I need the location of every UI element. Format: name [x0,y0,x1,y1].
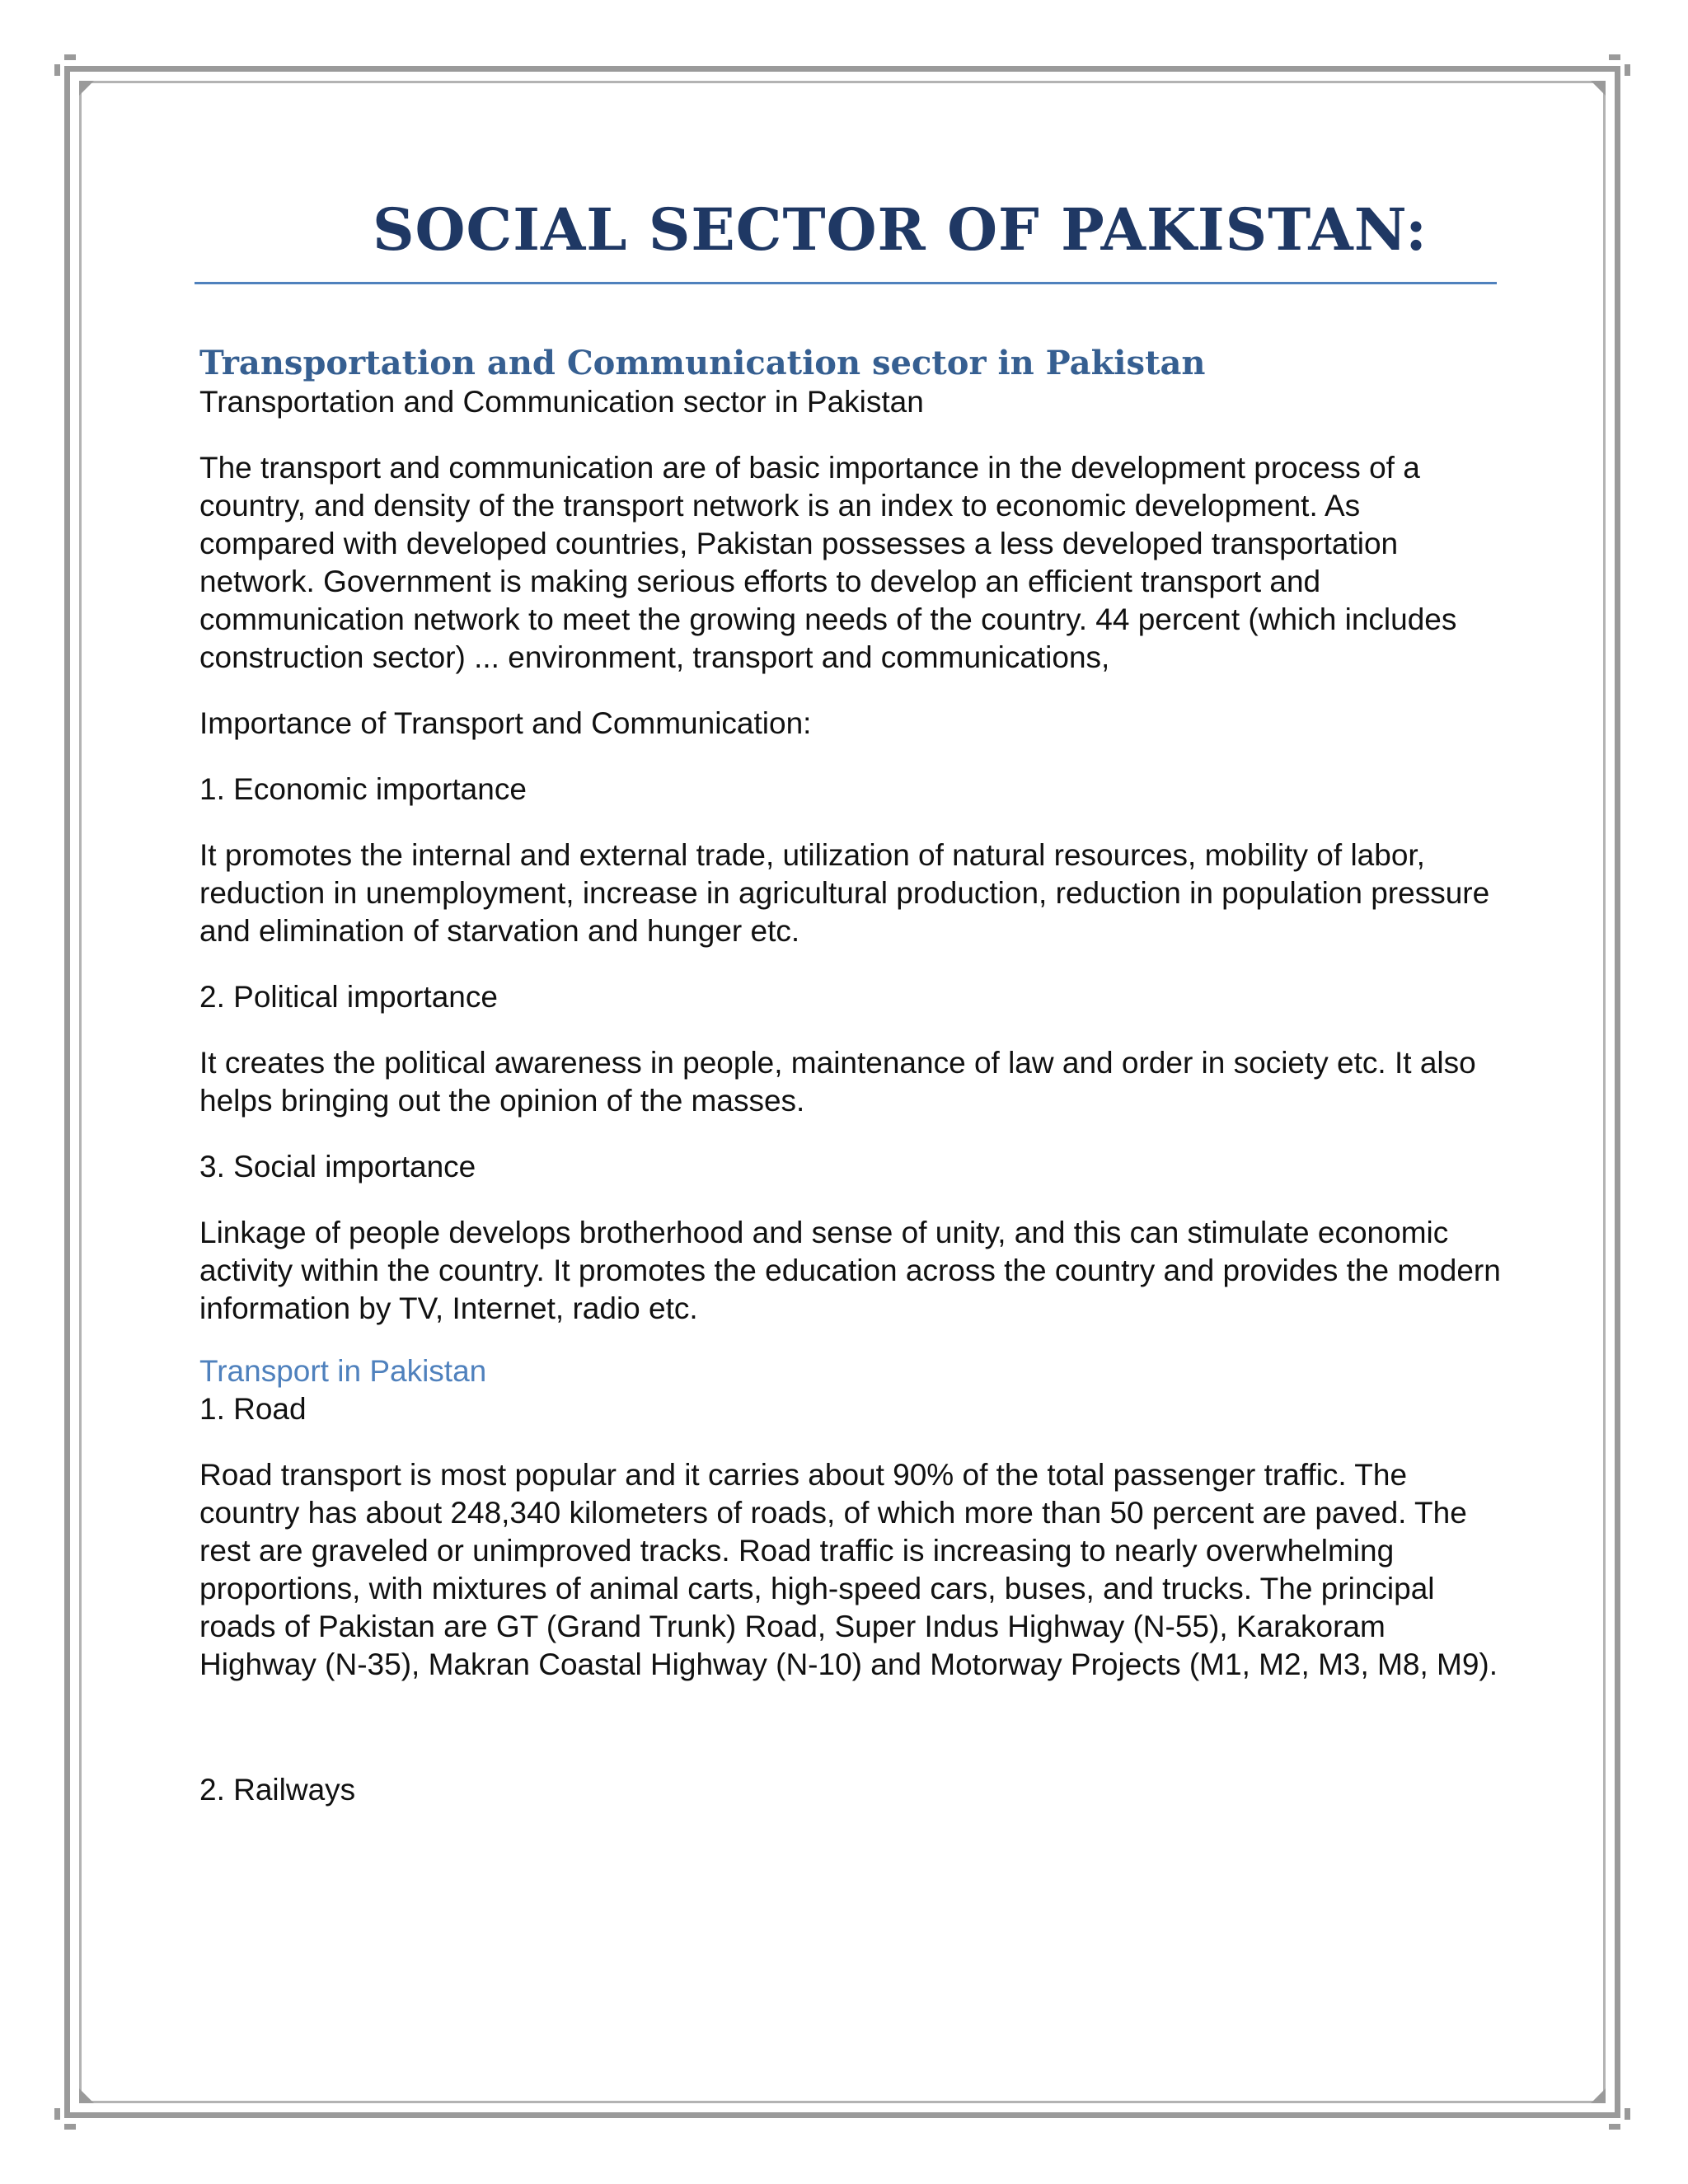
border-tick [54,64,60,76]
corner-ornament-top-left [79,81,94,96]
page-title: SOCIAL SECTOR OF PAKISTAN: [372,195,1428,264]
item-text-social: Linkage of people develops brotherhood and sense of unity, and this can stimulate economic activity within the country. It promotes the education across the country and provides the modern information by TV, Internet, radio etc. [199,1216,1501,1325]
title-underline [195,282,1497,284]
corner-ornament-bottom-right [1591,2088,1606,2103]
item-heading-social: 3. Social importance [199,1150,476,1183]
document-content [199,190,1502,1809]
road-heading: 1. Road [199,1392,307,1426]
corner-ornament-top-right [1591,81,1606,96]
item-text-economic: It promotes the internal and external trade, utilization of natural resources, mobility of labor, reduction in unemployment, increase in agricultural production, reduction in population pressure and elimination of starvation and hunger etc. [199,838,1490,948]
border-tick [54,2108,60,2120]
transport-heading: Transport in Pakistan [199,1354,487,1388]
border-tick [1625,64,1630,76]
border-tick [64,54,76,60]
road-paragraph: Road transport is most popular and it carries about 90% of the total passenger traffic. The country has about 248,340 kilometers of roads, of which more than 50 percent are paved. The rest are graveled or unimproved tracks. Road traffic is increasing to nearly overwhelming proportions, with mixtures of animal carts, high-speed cars, buses, and trucks. The principal roads of Pakistan are GT (Grand Trunk) Road, Super Indus Highway (N-55), Karakoram Highway (N-35), Makran Coastal Highway (N-10) and Motorway Projects (M1, M2, M3, M8, M9). [199,1458,1498,1681]
section-subtitle: Transportation and Communication sector in Pakistan [199,344,1206,382]
item-heading-political: 2. Political importance [199,980,498,1014]
border-tick [1625,2108,1630,2120]
item-heading-economic: 1. Economic importance [199,772,527,806]
intro-paragraph: The transport and communication are of basic importance in the development process of a country, and density of the transport network is an index to economic development. As compared with developed countries, Pakistan possesses a less developed transportation network. Government is making serious efforts to develop an efficient transport and communication network to meet the growing needs of the country. 44 percent (which includes construction sector) ... environment, transport and communications, [199,451,1457,674]
corner-ornament-bottom-left [79,2088,94,2103]
lead-line: Transportation and Communication sector in Pakistan [199,385,924,419]
border-tick [1609,54,1620,60]
border-tick [64,2124,76,2130]
border-tick [1609,2124,1620,2130]
item-text-political: It creates the political awareness in people, maintenance of law and order in society etc. It also helps bringing out the opinion of the masses. [199,1046,1476,1118]
importance-heading: Importance of Transport and Communication: [199,706,812,740]
railways-heading: 2. Railways [199,1773,356,1807]
